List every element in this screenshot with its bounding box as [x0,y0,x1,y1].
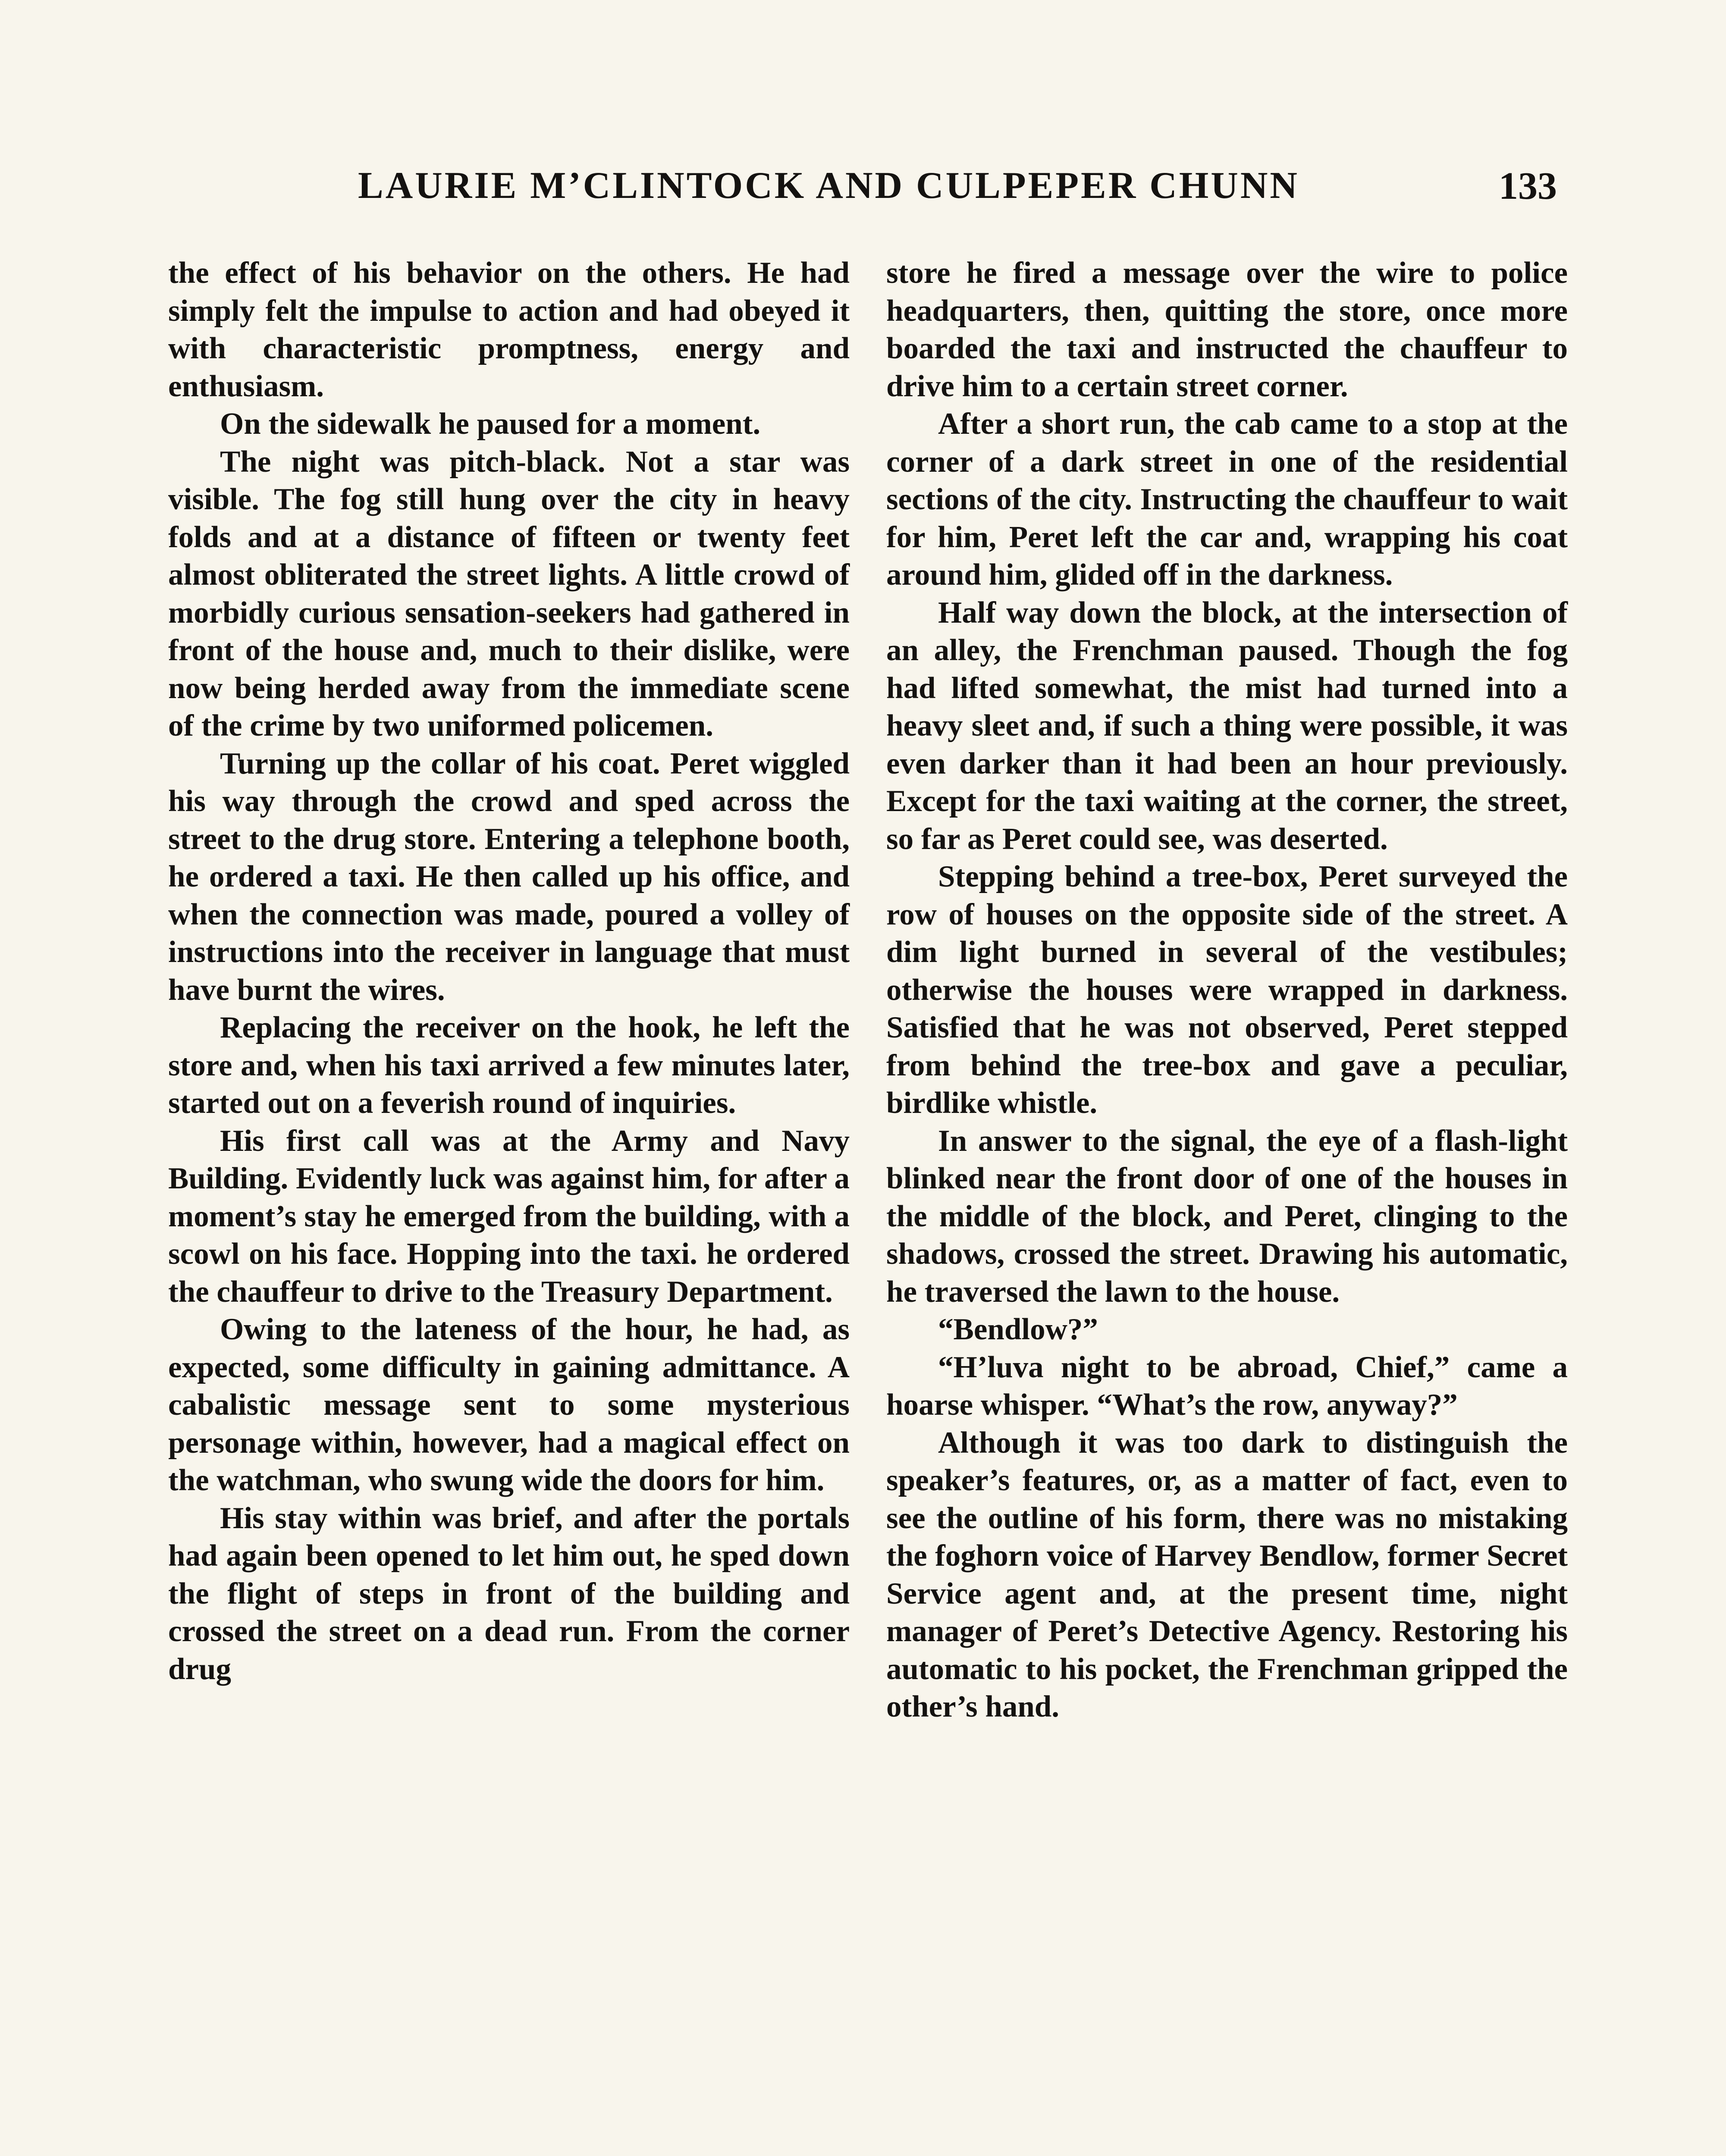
paragraph: Half way down the block, at the intersection of an alley, the Frenchman paused. Though the fog had lifted somewhat, the mist had turned into a heavy sleet and, if such a thing were possible, it was even darker than it had been an hour previously. Except for the taxi waiting at the corner, the street, so far as Peret could see, was deserted. [886,595,1568,856]
paragraph: In answer to the signal, the eye of a flash-light blinked near the front door of one of the houses in the middle of the block, and Peret, clinging to the shadows, crossed the street. Drawing his automatic, he traversed the lawn to the house. [886,1124,1568,1309]
paragraph: “Bendlow?” [938,1313,1098,1346]
paragraph: After a short run, the cab came to a stop at the corner of a dark street in one of the residential sections of the city. Instructing the chauffeur to wait for him, Peret left the car and, wrapping his coat around him, glided off in the darkness. [886,407,1568,592]
paragraph: Turning up the collar of his coat. Peret wiggled his way through the crowd and sped across the street to the drug store. Entering a telephone booth, he ordered a taxi. He then called up his office, and when the connection was made, poured a volley of instructions into the receiver in language that must have burnt the wires. [168,746,850,1007]
paragraph: His first call was at the Army and Navy Building. Evidently luck was against him, for after a moment’s stay he emerged from the building, with a scowl on his face. Hopping into the taxi. he ordered the chauffeur to drive to the Treasury Department. [168,1124,850,1309]
left-column [168,254,850,1688]
paragraph: Stepping behind a tree-box, Peret surveyed the row of houses on the opposite side of the street. A dim light burned in several of the vestibules; otherwise the houses were wrapped in darkness. Satisfied that he was not observed, Peret stepped from behind the tree-box and gave a peculiar, birdlike whistle. [886,860,1568,1120]
right-column [886,254,1568,1726]
paragraph: Owing to the lateness of the hour, he had, as expected, some difficulty in gaining admittance. A cabalistic message sent to some mysterious personage within, however, had a magical effect on the watchman, who swung wide the doors for him. [168,1313,850,1497]
paragraph: The night was pitch-black. Not a star was visible. The fog still hung over the city in heavy folds and at a distance of fifteen or twenty feet almost obliterated the street lights. A little crowd of morbidly curious sensation-seekers had gathered in front of the house and, much to their dislike, were now being herded away from the immediate scene of the crime by two uniformed policemen. [168,445,850,743]
paragraph: His stay within was brief, and after the portals had again been opened to let him out, he sped down the flight of steps in front of the building and crossed the street on a dead run. From the corner drug [168,1501,850,1686]
paragraph: “H’luva night to be abroad, Chief,” came a hoarse whisper. “What’s the row, anyway?” [886,1350,1568,1422]
page-number: 133 [1499,165,1557,207]
paragraph: the effect of his behavior on the others. He had simply felt the impulse to action and had obeyed it with characteristic promptness, energy and enthusiasm. [168,256,850,403]
paragraph: store he fired a message over the wire to police headquarters, then, quitting the store, once more boarded the taxi and instructed the chauffeur to drive him to a certain street corner. [886,256,1568,403]
paragraph: On the sidewalk he paused for a moment. [220,407,761,441]
page-header [164,164,1566,211]
running-head: LAURIE M’CLINTOCK AND CULPEPER CHUNN [358,165,1299,207]
paragraph: Although it was too dark to distinguish the speaker’s features, or, as a matter of fact, even to see the outline of his form, there was no mistaking the foghorn voice of Harvey Bendlow, former Secret Service agent and, at the present time, night manager of Peret’s Detective Agency. Restoring his automatic to his pocket, the Frenchman gripped the other’s hand. [886,1426,1568,1724]
paragraph: Replacing the receiver on the hook, he left the store and, when his taxi arrived a few minutes later, started out on a feverish round of inquiries. [168,1011,850,1120]
